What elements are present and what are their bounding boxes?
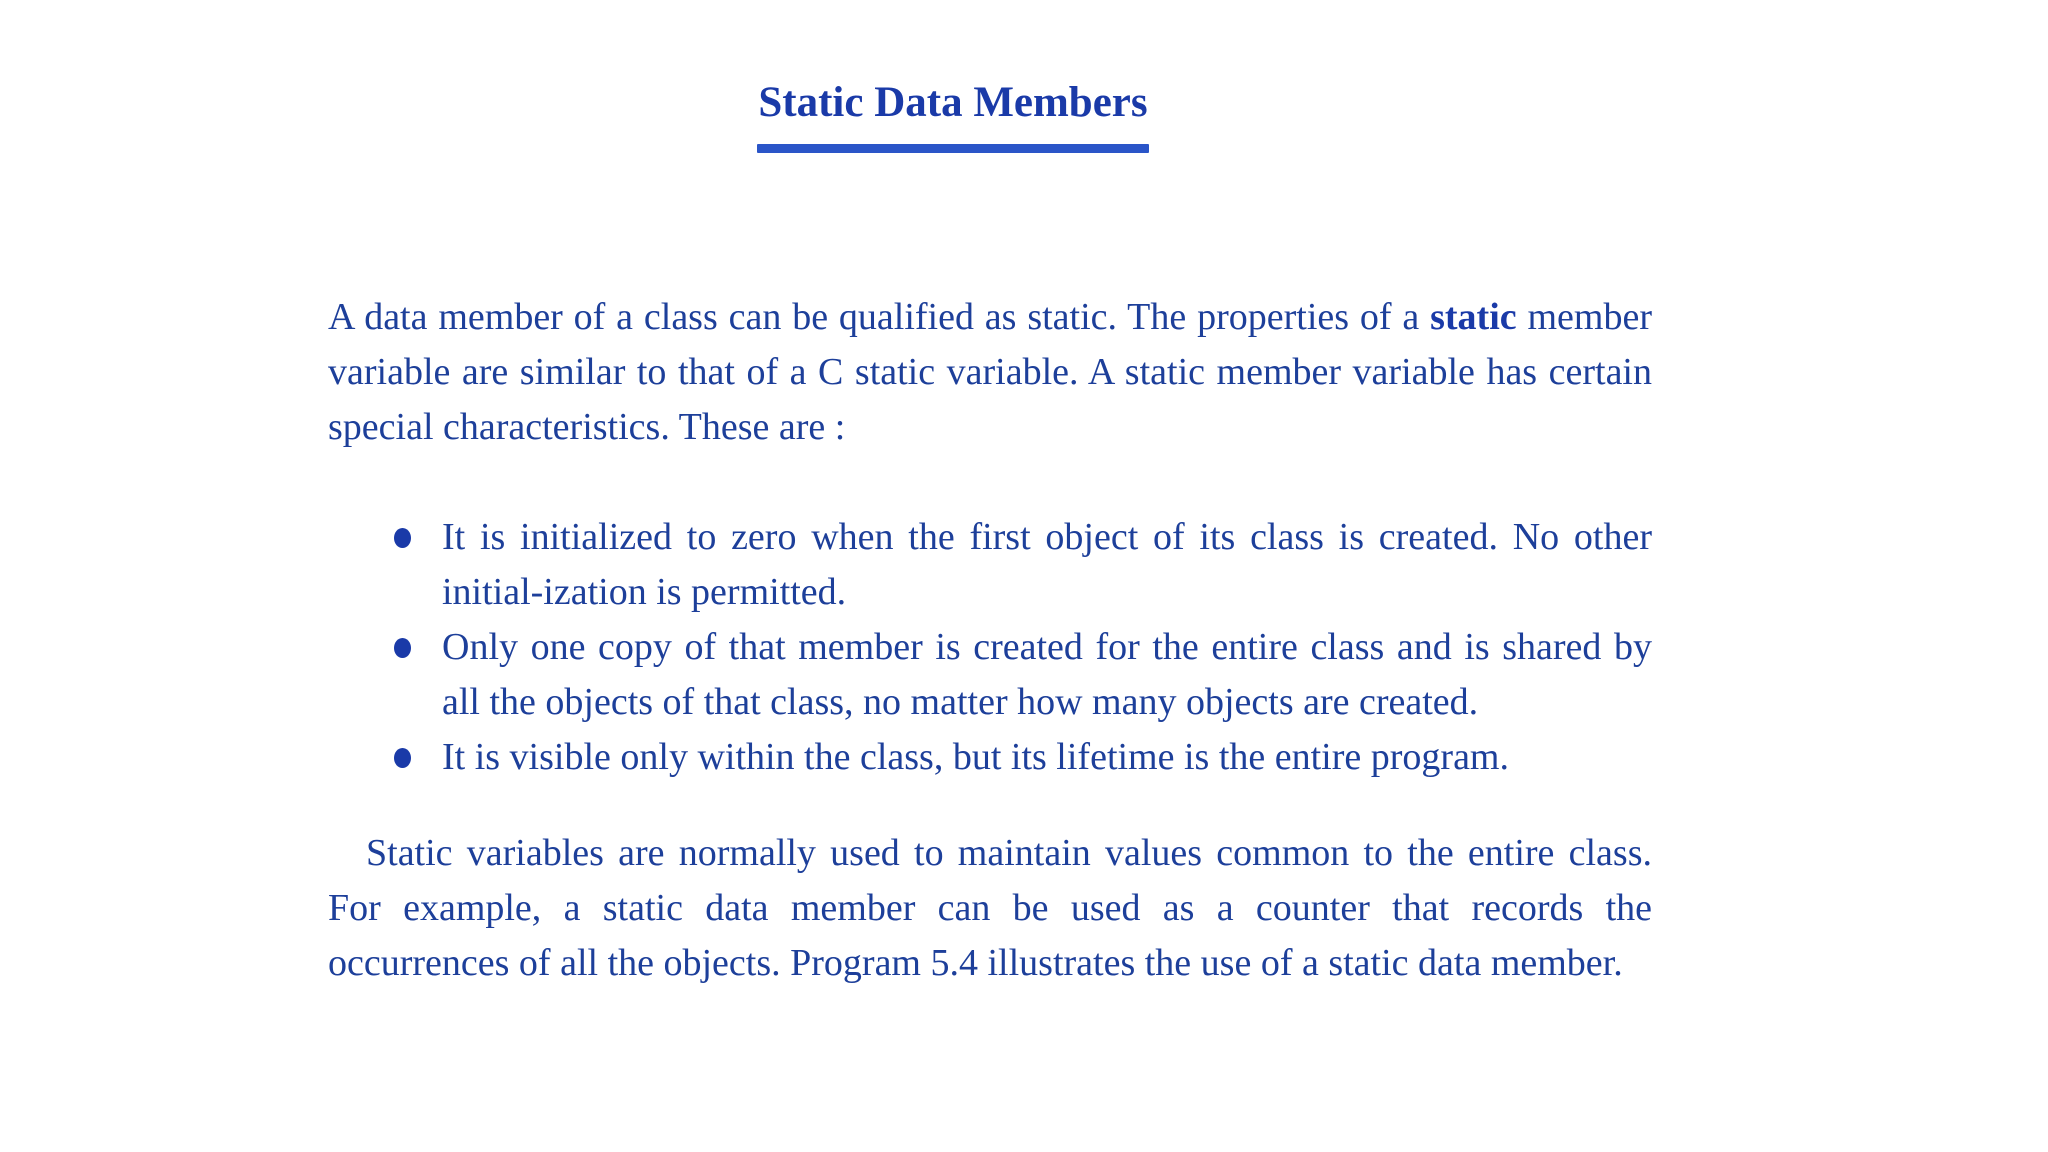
list-item — [328, 620, 1652, 730]
list-item — [328, 730, 1652, 785]
bullet-dot-icon — [394, 528, 411, 548]
title-underline — [757, 144, 1149, 153]
intro-paragraph — [328, 290, 1652, 455]
list-item-text: It is initialized to zero when the first object of its class is created. No other initial-ization is permitted. — [442, 516, 1652, 613]
page-title: Static Data Members — [758, 79, 1148, 126]
intro-text-start: A data member of a class can be qualified as static. The properties of a — [328, 296, 1431, 338]
closing-paragraph: Static variables are normally used to maintain values common to the entire class. For example, a static data member can be used as a counter that records the occurrences of all the objects. Program 5.4 illustrates the use of a static data member. — [328, 832, 1652, 984]
list-item-text: It is visible only within the class, but its lifetime is the entire program. — [442, 736, 1509, 778]
intro-bold-term: static — [1430, 296, 1517, 338]
list-item-text: Only one copy of that member is created for the entire class and is shared by all the objects of that class, no matter how many objects are created. — [442, 626, 1652, 723]
body-content — [328, 290, 1652, 984]
bullet-dot-icon — [394, 638, 411, 658]
bullet-dot-icon — [394, 748, 411, 768]
heading-block — [757, 72, 1149, 134]
intro-text-end: member variable are similar to that of a C static variable. A static member variable has certain special characteristics. These are : — [328, 296, 1652, 448]
characteristics-list — [328, 510, 1652, 785]
list-item — [328, 510, 1652, 620]
